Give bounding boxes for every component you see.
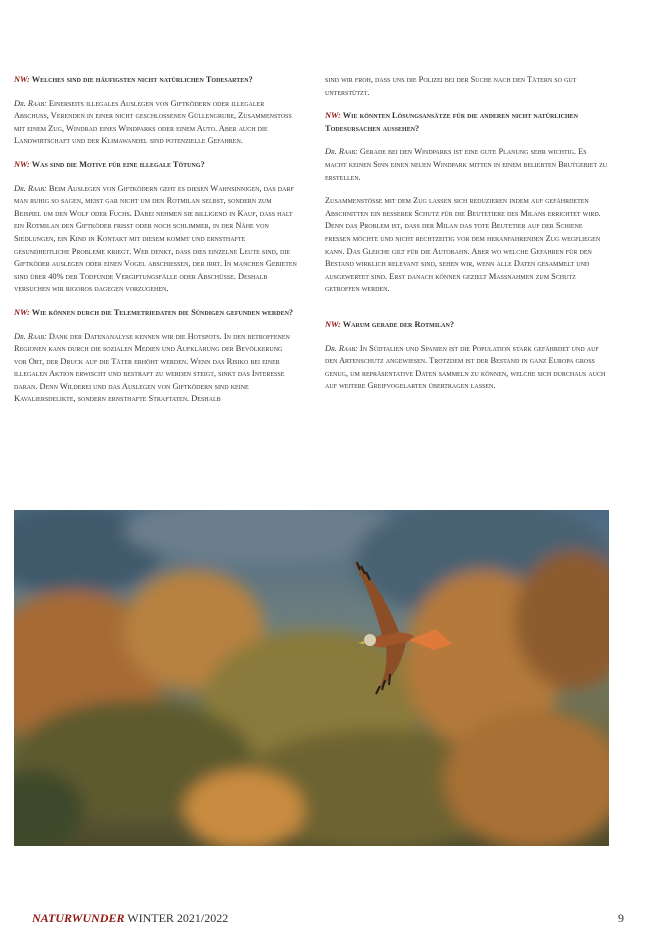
question-text: Wie könnten Lösungsansätze für die anderen nicht natürlichen Todesursachen aussehen? bbox=[325, 111, 578, 133]
speaker-name: Dr. Raab: bbox=[14, 331, 47, 341]
left-column bbox=[14, 74, 297, 417]
interview-answer bbox=[325, 343, 610, 393]
page-number: 9 bbox=[618, 911, 624, 925]
answer-text: Gerade bei den Windparks ist eine gute Planung sehr wichtig. Es macht keinen Sinn einen neuen Windpark mitten in einem beliebten Brutgebiet zu erstellen. bbox=[325, 147, 608, 182]
speaker-name: Dr. Raab: bbox=[325, 147, 358, 157]
interviewer-tag: NW: bbox=[325, 319, 341, 329]
interview-question bbox=[325, 110, 610, 135]
answer-text: In Südtalien und Spanien ist die Population stark gefährdet und auf den Artenschutz angewiesen. Trotzdem ist der Bestand in ganz Europa gross genug, um repräsentative Daten sammeln zu können, welche sich durchaus auch auf weitere Greifvogelarten übertragen lassen. bbox=[325, 343, 606, 391]
interview-answer bbox=[325, 195, 610, 296]
question-text: Was sind die Motive für eine illegale Tötung? bbox=[31, 159, 205, 169]
interview-answer bbox=[14, 183, 297, 296]
interviewer-tag: NW: bbox=[14, 307, 30, 317]
answer-text: Dank der Datenanalyse kennen wir die Hotspots. In den betroffenen Regionen kann durch die sozialen Medien und Aufklärung der Bevölkerung vor Ort, der Druck auf die Täter erhöht werden. Wenn das Risiko bei einer illegalen Aktion erwischt und bestraft zu werden steigt, sinkt das Interesse daran. Denn Wilderei und das Auslegen von Giftködern sind keine Kavaliersdelikte, sondern ernsthafte Straftaten. Deshalb bbox=[14, 331, 290, 404]
right-column bbox=[325, 74, 610, 404]
speaker-name: Dr. Raab: bbox=[325, 343, 358, 353]
interview-answer bbox=[14, 98, 297, 148]
red-kite-photo bbox=[14, 510, 609, 846]
question-text: Warum gerade der Rotmilan? bbox=[342, 319, 455, 329]
speaker-name: Dr. Raab: bbox=[14, 183, 47, 193]
issue-label: WINTER 2021/2022 bbox=[124, 911, 229, 925]
magazine-title: NATURWUNDER bbox=[32, 911, 125, 925]
answer-text: Zusammenstösse mit dem Zug lassen sich reduzieren indem auf gefährdeten Abschnitten ein besserer Schutz für die Beutetiere des Milans errichtet wird. Denn das Problem ist, dass der Milan das tote Beutetier auf der Schiene fressen möchte und nicht rechtzeitig vor dem heranfahrenden Zug wegfliegen kann. Das Gleiche gilt für die Autobahn. Aber wo welche Gefahren für den Bestand wirklich relevant sind, sehen wir, wenn alle Daten gesammelt und ausgewertet sind. Erst danach können gezielt Massnahmen zum Schutz getroffen werden. bbox=[325, 196, 601, 294]
interview-question bbox=[325, 319, 610, 332]
footer-brand bbox=[32, 911, 228, 926]
answer-text: sind wir froh, dass uns die Polizei bei der Suche nach den Tätern so gut unterstützt. bbox=[325, 75, 577, 97]
interviewer-tag: NW: bbox=[14, 75, 30, 84]
interviewer-tag: NW: bbox=[14, 159, 30, 169]
interview-answer bbox=[325, 146, 610, 184]
answer-text: Einerseits illegales Auslegen von Giftködern oder illegaler Abschuss, Verenden in einer nicht geschlossenen Güllengrube, Zusammenstoss mit einem Zug, Windrad eines Windparks oder einem Auto. Aber auch die Landwirtschaft und der Klimawandel sind potenzielle Gefahren. bbox=[14, 98, 292, 146]
question-text: Welches sind die häufigsten nicht natürlichen Todesarten? bbox=[31, 75, 253, 84]
interview-answer bbox=[14, 331, 297, 407]
interview-question bbox=[14, 159, 297, 172]
interviewer-tag: NW: bbox=[325, 111, 341, 121]
answer-text: Beim Auslegen von Giftködern geht es diesen Wahnsinnigen, das darf man ruhig so sagen, meist gar nicht um den Rotmilan selbst, sondern zum Beispiel um den Wolf oder Fuchs. Dabei nehmen sie billigend in Kauf, dass halt ein Rotmilan den Giftköder frisst oder noch schlimmer, in der Nähe von Siedlungen, ein Kind in Kontakt mit diesem kommt und ernsthafte gesundheitliche Probleme kriegt. Wer denkt, dass dies einzelne Leute sind, die Giftköder auslegen oder einen Vogel abschiessen, der irrt. In manchen Gebieten sind über 40% der Todfunde Vergiftungsfälle oder Abschüsse. Deshalb versuchen wir rigoros dagegen vorzugehen. bbox=[14, 183, 297, 294]
interview-answer bbox=[325, 74, 610, 99]
question-text: Wie können durch die Telemetriedaten die Sündigen gefunden werden? bbox=[31, 307, 294, 317]
interview-question bbox=[14, 74, 297, 87]
interview-question bbox=[14, 307, 297, 320]
speaker-name: Dr. Raab: bbox=[14, 98, 47, 108]
